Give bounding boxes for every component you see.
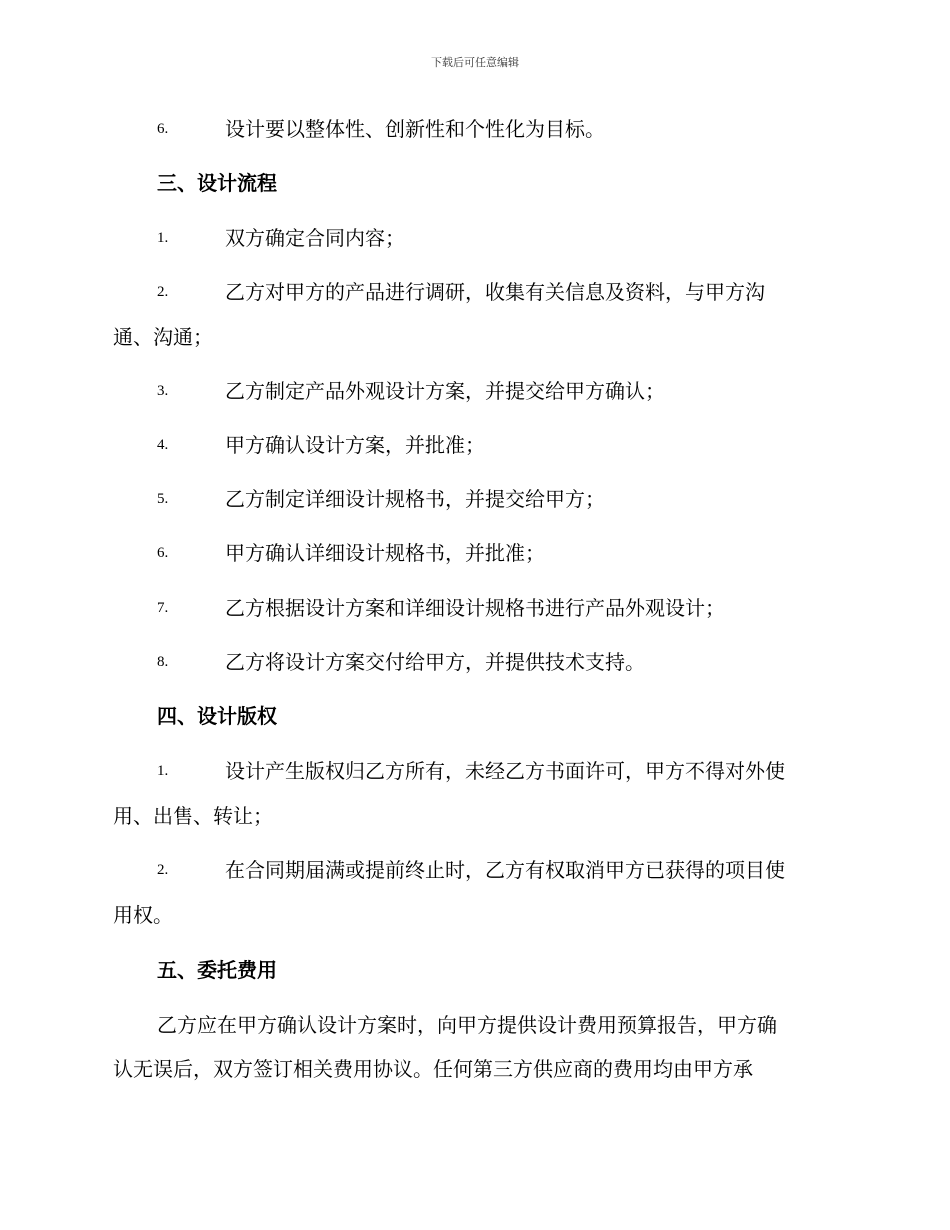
list-item-continuation: 用、出售、转让； bbox=[113, 804, 273, 828]
paragraph-line: 认无误后，双方签订相关费用协议。任何第三方供应商的费用均由甲方承 bbox=[113, 1057, 753, 1081]
list-number: 3. bbox=[157, 383, 169, 399]
list-item-text: 乙方对甲方的产品进行调研，收集有关信息及资料，与甲方沟 bbox=[225, 280, 765, 304]
list-number: 6. bbox=[157, 545, 169, 561]
list-number: 1. bbox=[157, 763, 169, 779]
list-item-text: 双方确定合同内容； bbox=[225, 226, 405, 250]
paragraph-line: 乙方应在甲方确认设计方案时，向甲方提供设计费用预算报告，甲方确 bbox=[157, 1013, 777, 1037]
list-number: 2. bbox=[157, 862, 169, 878]
list-item-text: 设计要以整体性、创新性和个性化为目标。 bbox=[225, 117, 605, 141]
list-item-text: 乙方根据设计方案和详细设计规格书进行产品外观设计； bbox=[225, 596, 725, 620]
page-header: 下载后可任意编辑 bbox=[431, 56, 519, 69]
list-number: 5. bbox=[157, 491, 169, 507]
section-heading-fees: 五、委托费用 bbox=[157, 958, 277, 982]
list-item-text: 乙方制定详细设计规格书，并提交给甲方； bbox=[225, 487, 605, 511]
list-item-text: 设计产生版权归乙方所有，未经乙方书面许可，甲方不得对外使 bbox=[225, 759, 785, 783]
list-number: 8. bbox=[157, 654, 169, 670]
list-item-text: 乙方制定产品外观设计方案，并提交给甲方确认； bbox=[225, 379, 665, 403]
list-item-continuation: 用权。 bbox=[113, 903, 173, 927]
list-number: 1. bbox=[157, 230, 169, 246]
list-item-text: 在合同期届满或提前终止时，乙方有权取消甲方已获得的项目使 bbox=[225, 858, 785, 882]
list-number: 4. bbox=[157, 437, 169, 453]
list-item-continuation: 通、沟通； bbox=[113, 325, 213, 349]
list-number: 6. bbox=[157, 121, 169, 137]
section-heading-process: 三、设计流程 bbox=[157, 171, 277, 195]
section-heading-copyright: 四、设计版权 bbox=[157, 704, 277, 728]
list-item-text: 甲方确认设计方案，并批准； bbox=[225, 433, 485, 457]
list-number: 2. bbox=[157, 284, 169, 300]
list-item-text: 甲方确认详细设计规格书，并批准； bbox=[225, 541, 545, 565]
list-number: 7. bbox=[157, 600, 169, 616]
list-item-text: 乙方将设计方案交付给甲方，并提供技术支持。 bbox=[225, 650, 645, 674]
